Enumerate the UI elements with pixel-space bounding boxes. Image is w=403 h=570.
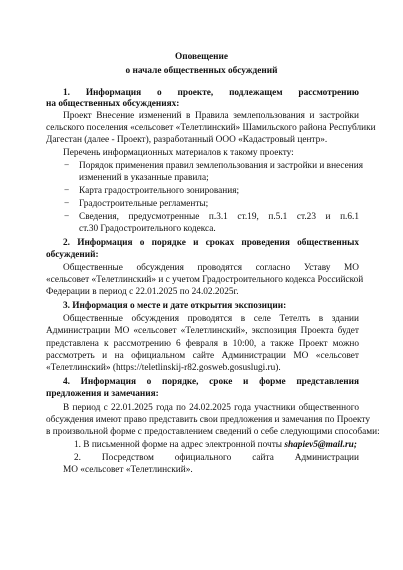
- section3-heading: 3. Информация о месте и дате открытия экспозиции:: [63, 301, 287, 311]
- section4-text: обсуждения имеют право представить свои предложения и замечания по Проекту: [46, 415, 370, 425]
- list-dash: −: [64, 186, 70, 196]
- list-dash: −: [64, 212, 70, 222]
- section4-heading-cont: предложения и замечания:: [46, 389, 159, 399]
- section1-heading: 1. Информация о проекте, подлежащем рассмотрению: [63, 88, 359, 98]
- section2-heading-cont: обсуждений:: [46, 250, 99, 260]
- section3-text: Общественные обсуждения проводятся в селе Тетелть в здании: [63, 314, 359, 324]
- section1-text: Дагестан (далее - Проект), разработанный ООО «Кадастровый центр».: [46, 135, 328, 145]
- section2-text: Федерации в период с 22.01.2025 по 24.02.2025г.: [46, 287, 239, 297]
- section4-heading: 4. Информация о порядке, сроке и форме представления: [63, 377, 359, 387]
- title-line-1: Оповещение: [175, 52, 228, 62]
- section1-text: Проект Внесение изменений в Правила землепользования и застройки: [63, 111, 359, 121]
- method-item-2: 2. Посредством официального сайта Администрации: [74, 453, 359, 463]
- method-item-1: [74, 440, 357, 451]
- method-item-2-cont: МО «сельсовет «Телетлинский».: [63, 465, 193, 475]
- list-item: ст.30 Градостроительного кодекса.: [79, 224, 216, 234]
- list-item: Карта градостроительного зонирования;: [79, 186, 240, 196]
- materials-intro: Перечень информационных материалов к такому проекту:: [63, 148, 294, 158]
- list-item: изменений в указанные правила;: [79, 173, 209, 183]
- method-item-1-text: 1. В письменной форме на адрес электронной почты: [74, 440, 285, 450]
- section3-text: Администрации МО «сельсовет «Телетлинский», экспозиция Проекта будет: [46, 326, 359, 336]
- list-dash: −: [64, 199, 70, 209]
- section3-text: «Телетлинский» (https://teletlinskij-r82.gosweb.gosuslugi.ru).: [46, 363, 281, 373]
- title-line-2: о начале общественных обсуждений: [125, 66, 278, 76]
- section3-text: представлена к рассмотрению 6 февраля в 10:00, а также Проект можно: [46, 339, 359, 349]
- section2-text: Общественные обсуждения проводятся согласно Уставу МО: [63, 263, 359, 273]
- section2-heading: 2. Информация о порядке и сроках проведения общественных: [63, 238, 359, 248]
- list-item: Сведения, предусмотренные п.3.1 ст.19, п.5.1 ст.23 и п.6.1: [79, 212, 359, 222]
- section4-text: В период с 22.01.2025 года по 24.02.2025 года участники общественного: [63, 403, 359, 413]
- section1-heading-cont: на общественных обсуждениях:: [46, 99, 180, 109]
- section2-text: «сельсовет «Телетлинский» и с учетом Градостроительного кодекса Российской: [46, 275, 364, 285]
- section3-text: рассмотреть и на официальном сайте Администрации МО «сельсовет: [46, 351, 359, 361]
- section4-text: в произвольной форме с предоставлением сведений о себе следующими способами:: [46, 427, 380, 437]
- section1-text: сельского поселения «сельсовет «Телетлинский» Шамильского района Республики: [46, 123, 376, 133]
- list-item: Порядок применения правил землепользования и застройки и внесения: [79, 161, 363, 171]
- list-dash: −: [64, 161, 70, 171]
- email-address: shapiev5@mail.ru;: [284, 440, 357, 450]
- list-item: Градостроительные регламенты;: [79, 199, 209, 209]
